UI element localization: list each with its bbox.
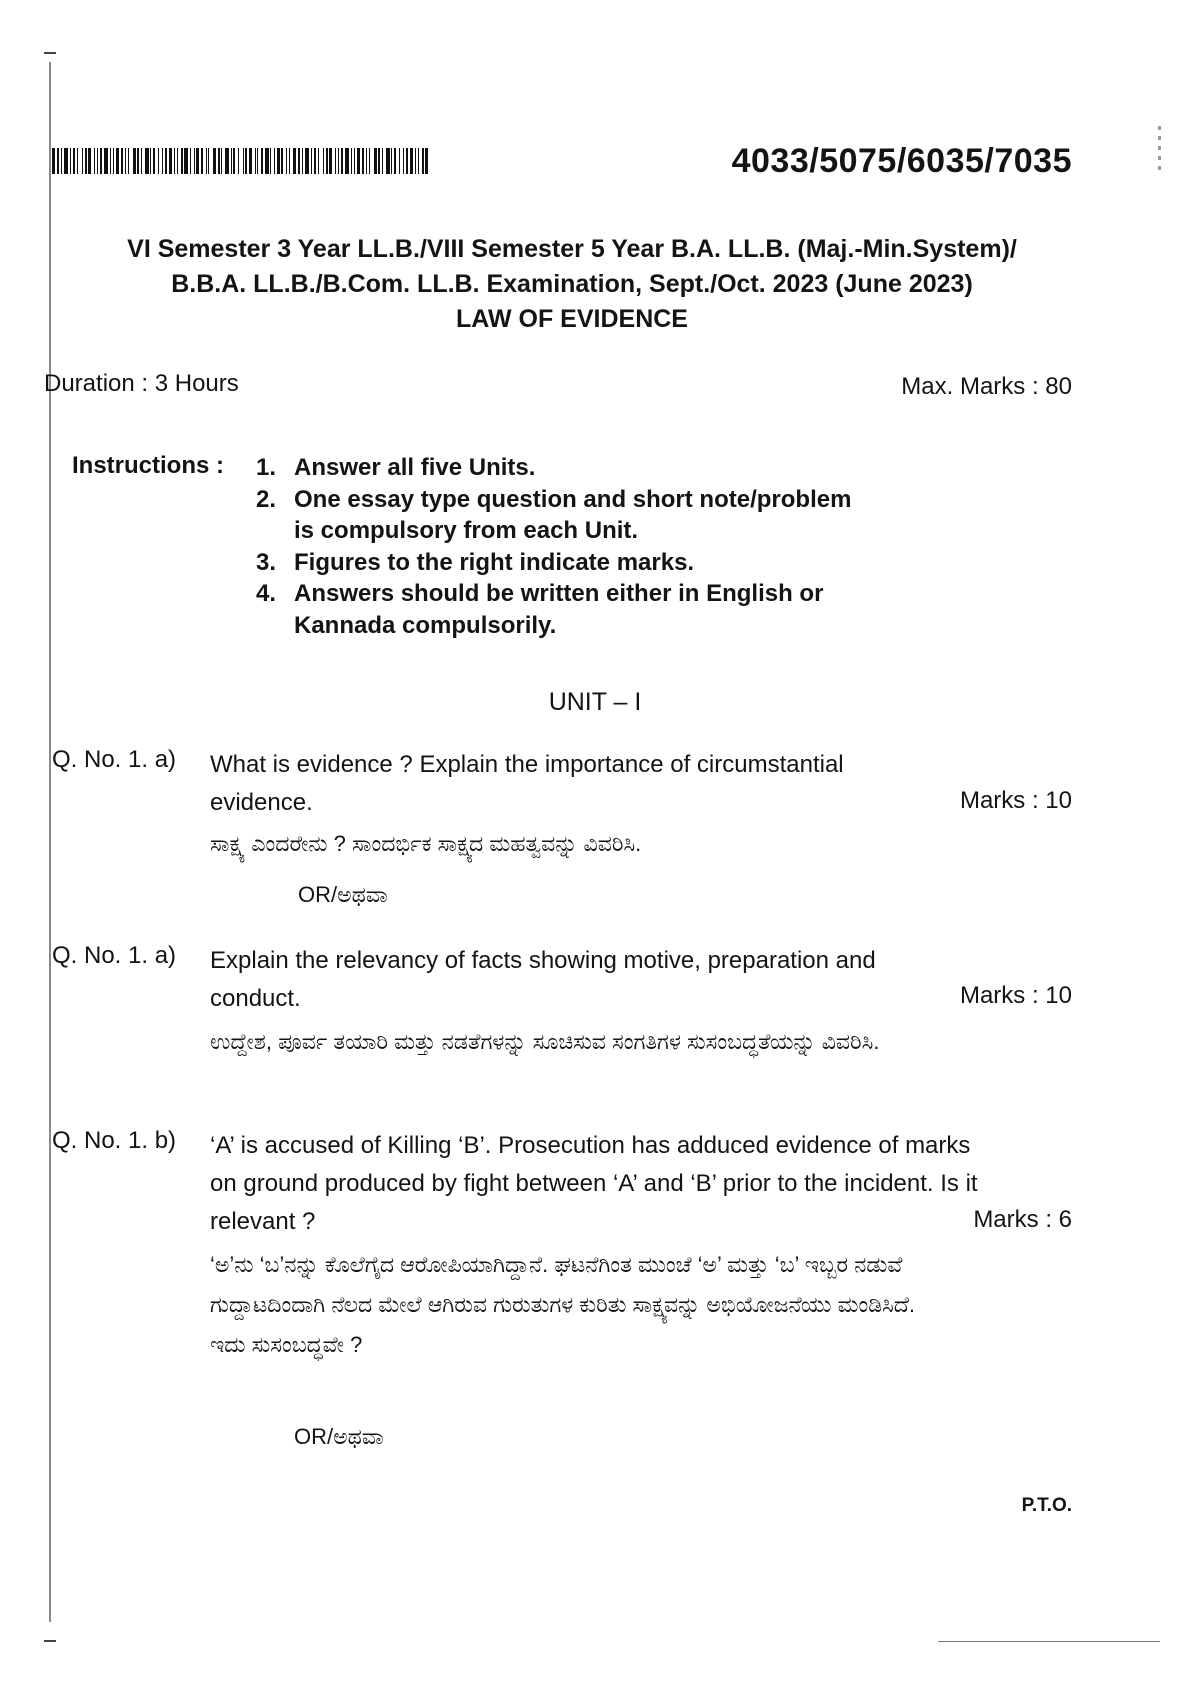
instruction-item — [256, 452, 1016, 484]
paper-code: 4033/5075/6035/7035 — [731, 142, 1072, 180]
question-marks: Marks : 10 — [959, 787, 1072, 814]
question-text: Explain the relevancy of facts showing motive, preparation and conduct. — [210, 947, 876, 1012]
scan-mark — [44, 1640, 56, 1642]
scan-right-edge — [1158, 126, 1161, 172]
instruction-item — [256, 547, 1016, 579]
instruction-text: Answer all five Units. — [294, 454, 536, 481]
question-kannada: ಸಾಕ್ಷ್ಯ ಎಂದರೇನು ? ಸಾಂದರ್ಭಿಕ ಸಾಕ್ಷ್ಯದ ಮಹತ್ವವನ್ನು ವಿವರಿಸಿ. — [210, 831, 642, 856]
instruction-text: Answers should be written either in English or Kannada compulsorily. — [294, 580, 824, 639]
instruction-text: One essay type question and short note/problem is compulsory from each Unit. — [294, 485, 852, 544]
instruction-item — [256, 578, 874, 641]
question-kannada: ಉದ್ದೇಶ, ಪೂರ್ವ ತಯಾರಿ ಮತ್ತು ನಡತೆಗಳನ್ನು ಸೂಚಿಸುವ ಸಂಗತಿಗಳ ಸುಸಂಬದ್ಧತೆಯನ್ನು ವಿವರಿಸಿ. — [210, 1029, 880, 1054]
unit-title: UNIT – I — [548, 688, 642, 716]
instructions-label: Instructions : — [72, 452, 225, 479]
or-separator: OR/ಅಥವಾ — [294, 1424, 384, 1449]
question-label: Q. No. 1. a) — [52, 942, 177, 969]
scan-mark — [44, 52, 56, 54]
question-marks: Marks : 6 — [973, 1206, 1072, 1233]
instruction-number: 1. — [256, 454, 277, 481]
scan-bottom-line — [938, 1641, 1160, 1642]
subject-title: LAW OF EVIDENCE — [456, 305, 688, 333]
question-kannada: ‘ಅ’ನು ‘ಬ’ನನ್ನು ಕೊಲೆಗೈದ ಆರೋಪಿಯಾಗಿದ್ದಾನೆ. ಘಟನೆಗಿಂತ ಮುಂಚೆ ‘ಅ’ ಮತ್ತು ‘ಬ’ ಇಬ್ಬರ ನಡುವೆ ಗುದ್ದಾಟದಿಂದಾಗಿ ನೆಲದ ಮೇಲೆ ಆಗಿರುವ ಗುರುತುಗಳ ಕುರಿತು ಸಾಕ್ಷ್ಯವನ್ನು ಅಭಿಯೋಜನೆಯು ಮಂಡಿಸಿದೆ. ಇದು ಸುಸಂಬದ್ಧವೇ ? — [210, 1252, 916, 1357]
header-line-1: VI Semester 3 Year LL.B./VIII Semester 5 Year B.A. LL.B. (Maj.-Min.System)/ — [127, 235, 1017, 263]
question-marks: Marks : 10 — [959, 982, 1072, 1009]
scan-left-edge — [49, 62, 51, 1622]
pto-note: P.T.O. — [1021, 1495, 1072, 1516]
barcode — [52, 148, 428, 174]
instruction-number: 3. — [256, 548, 277, 576]
instruction-number: 4. — [256, 580, 277, 607]
question-label: Q. No. 1. a) — [52, 746, 177, 773]
max-marks: Max. Marks : 80 — [901, 373, 1072, 400]
instruction-text: Figures to the right indicate marks. — [294, 548, 695, 576]
question-label: Q. No. 1. b) — [52, 1127, 177, 1154]
duration: Duration : 3 Hours — [44, 370, 239, 397]
question-text: ‘A’ is accused of Killing ‘B’. Prosecution has adduced evidence of marks on ground produced by fight between ‘A’ and ‘B’ prior to the incident. Is it relevant ? — [210, 1132, 978, 1235]
instruction-item — [256, 484, 864, 547]
header-line-2: B.B.A. LL.B./B.Com. LL.B. Examination, Sept./Oct. 2023 (June 2023) — [171, 270, 973, 298]
question-text: What is evidence ? Explain the importance of circumstantial evidence. — [210, 751, 844, 816]
instruction-number: 2. — [256, 485, 277, 513]
instructions-list — [256, 452, 1016, 641]
exam-header — [52, 232, 1092, 337]
or-separator: OR/ಅಥವಾ — [298, 882, 388, 907]
